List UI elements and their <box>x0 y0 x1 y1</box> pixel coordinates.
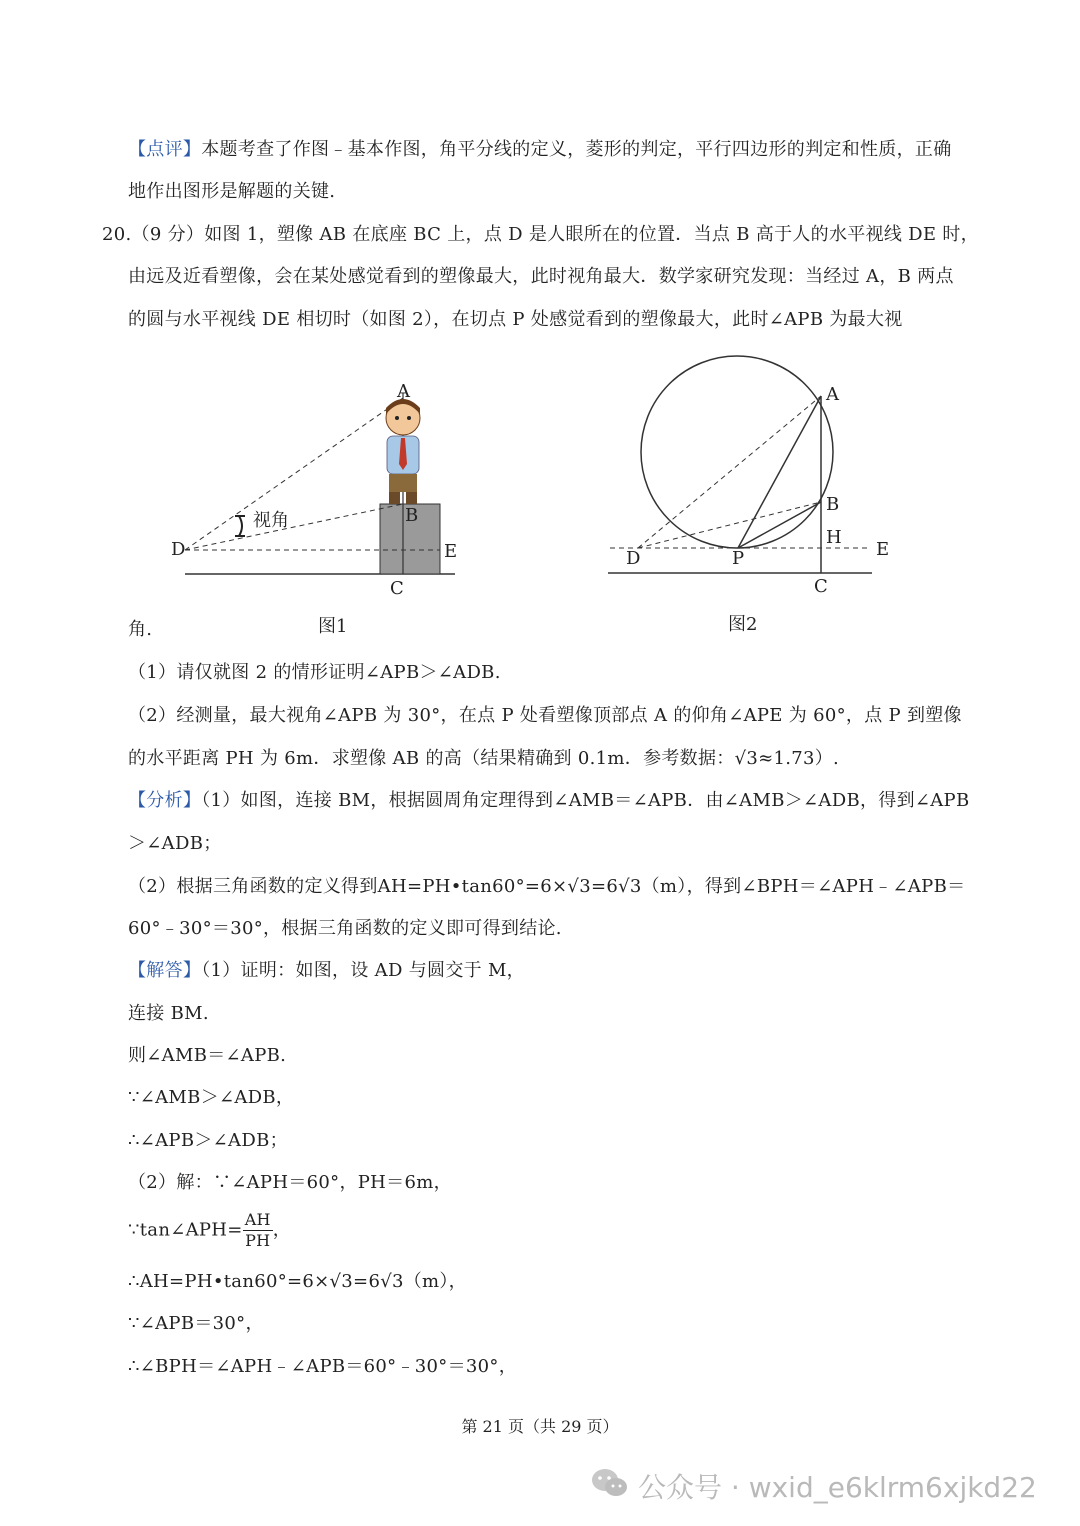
solution-line-1 <box>128 958 525 984</box>
page-footer: 第 21 页（共 29 页） <box>461 1417 619 1436</box>
question-20-line-3: 的圆与水平视线 DE 相切时（如图 2），在切点 P 处感觉看到的塑像最大，此时∠APB 为最大视 <box>128 309 903 330</box>
wechat-icon <box>590 1466 630 1500</box>
solution-line-6: （2）解：∵∠APH＝60°，PH＝6m， <box>128 1172 452 1193</box>
solution-tag: 【解答】 <box>128 960 202 981</box>
solution-line-10: ∴∠BPH＝∠APH﹣∠APB＝60°﹣30°＝30°， <box>128 1356 517 1377</box>
fig1-label-a: A <box>397 381 410 402</box>
comment-tag: 【点评】 <box>128 139 202 160</box>
solution-line-8: ∴AH=PH•tan60°=6×√3=6√3（m）， <box>128 1271 467 1292</box>
fig2-label-b: B <box>826 494 840 515</box>
analysis-line-1 <box>128 788 970 814</box>
fig1-label-angle: 视角 <box>253 510 289 531</box>
question-20-line-1: 20.（9 分）如图 1，塑像 AB 在底座 BC 上，点 D 是人眼所在的位置．当点 B 高于人的水平视线 DE 时， <box>102 224 979 245</box>
comment-line-2: 地作出图形是解题的关键. <box>128 181 336 202</box>
statue-figure <box>386 399 420 504</box>
solution-line-5: ∴∠APB＞∠ADB； <box>128 1130 288 1151</box>
question-20-line-2: 由远及近看塑像，会在某处感觉看到的塑像最大，此时视角最大．数学家研究发现：当经过 A，B 两点 <box>128 266 954 287</box>
tan-expression-suffix: ， <box>272 1219 292 1241</box>
tan-expression-prefix: ∵tan∠APH= <box>128 1219 243 1241</box>
fraction-denominator: PH <box>245 1231 271 1250</box>
question-part-2-line-1: （2）经测量，最大视角∠APB 为 30°，在点 P 处看塑像顶部点 A 的仰角∠APE 为 60°，点 P 到塑像 <box>128 705 962 726</box>
question-part-1: （1）请仅就图 2 的情形证明∠APB＞∠ADB. <box>128 662 501 683</box>
fig1-label-b: B <box>405 505 419 526</box>
fig1-label-d: D <box>171 539 186 560</box>
fig1-label-c: C <box>390 578 404 599</box>
fig2-label-c: C <box>814 576 828 597</box>
fig2-label-p: P <box>732 548 745 569</box>
solution-line-7 <box>128 1210 291 1251</box>
fig1-label-e: E <box>444 541 458 562</box>
figure-1 <box>165 378 485 638</box>
analysis-text: （1）如图，连接 BM，根据圆周角定理得到∠AMB＝∠APB．由∠AMB＞∠ADB，得到∠APB <box>201 790 970 811</box>
fraction-numerator: AH <box>244 1210 271 1229</box>
watermark: 公众号 · wxid_e6klrm6xjkd22 <box>638 1471 1037 1504</box>
comment-line-1 <box>128 137 952 163</box>
analysis-line-4: 60°﹣30°＝30°，根据三角函数的定义即可得到结论. <box>128 918 562 939</box>
comment-text: 本题考查了作图﹣基本作图，角平分线的定义，菱形的判定，平行四边形的判定和性质，正确 <box>201 139 952 160</box>
figure-2 <box>600 350 900 600</box>
fig2-caption: 图2 <box>728 614 758 635</box>
question-20-line-4: 角. <box>128 619 153 640</box>
fig2-label-e: E <box>876 539 890 560</box>
analysis-tag: 【分析】 <box>128 790 202 811</box>
fig1-caption: 图1 <box>318 616 348 637</box>
analysis-line-2: ＞∠ADB； <box>128 833 222 854</box>
analysis-line-3: （2）根据三角函数的定义得到AH=PH•tan60°=6×√3=6√3（m），得到∠BPH＝∠APH﹣∠APB＝ <box>128 876 966 897</box>
question-part-2-line-2: 的水平距离 PH 为 6m．求塑像 AB 的高（结果精确到 0.1m．参考数据：√3≈1.73）. <box>128 748 840 769</box>
solution-text: （1）证明：如图，设 AD 与圆交于 M， <box>201 960 525 981</box>
fraction <box>243 1210 273 1251</box>
solution-line-4: ∵∠AMB＞∠ADB， <box>128 1087 295 1108</box>
fig2-label-d: D <box>626 548 641 569</box>
fig2-label-h: H <box>826 527 842 548</box>
fig2-label-a: A <box>826 384 839 405</box>
solution-line-3: 则∠AMB＝∠APB. <box>128 1045 287 1066</box>
solution-line-2: 连接 BM. <box>128 1003 209 1024</box>
solution-line-9: ∵∠APB＝30°， <box>128 1313 264 1334</box>
